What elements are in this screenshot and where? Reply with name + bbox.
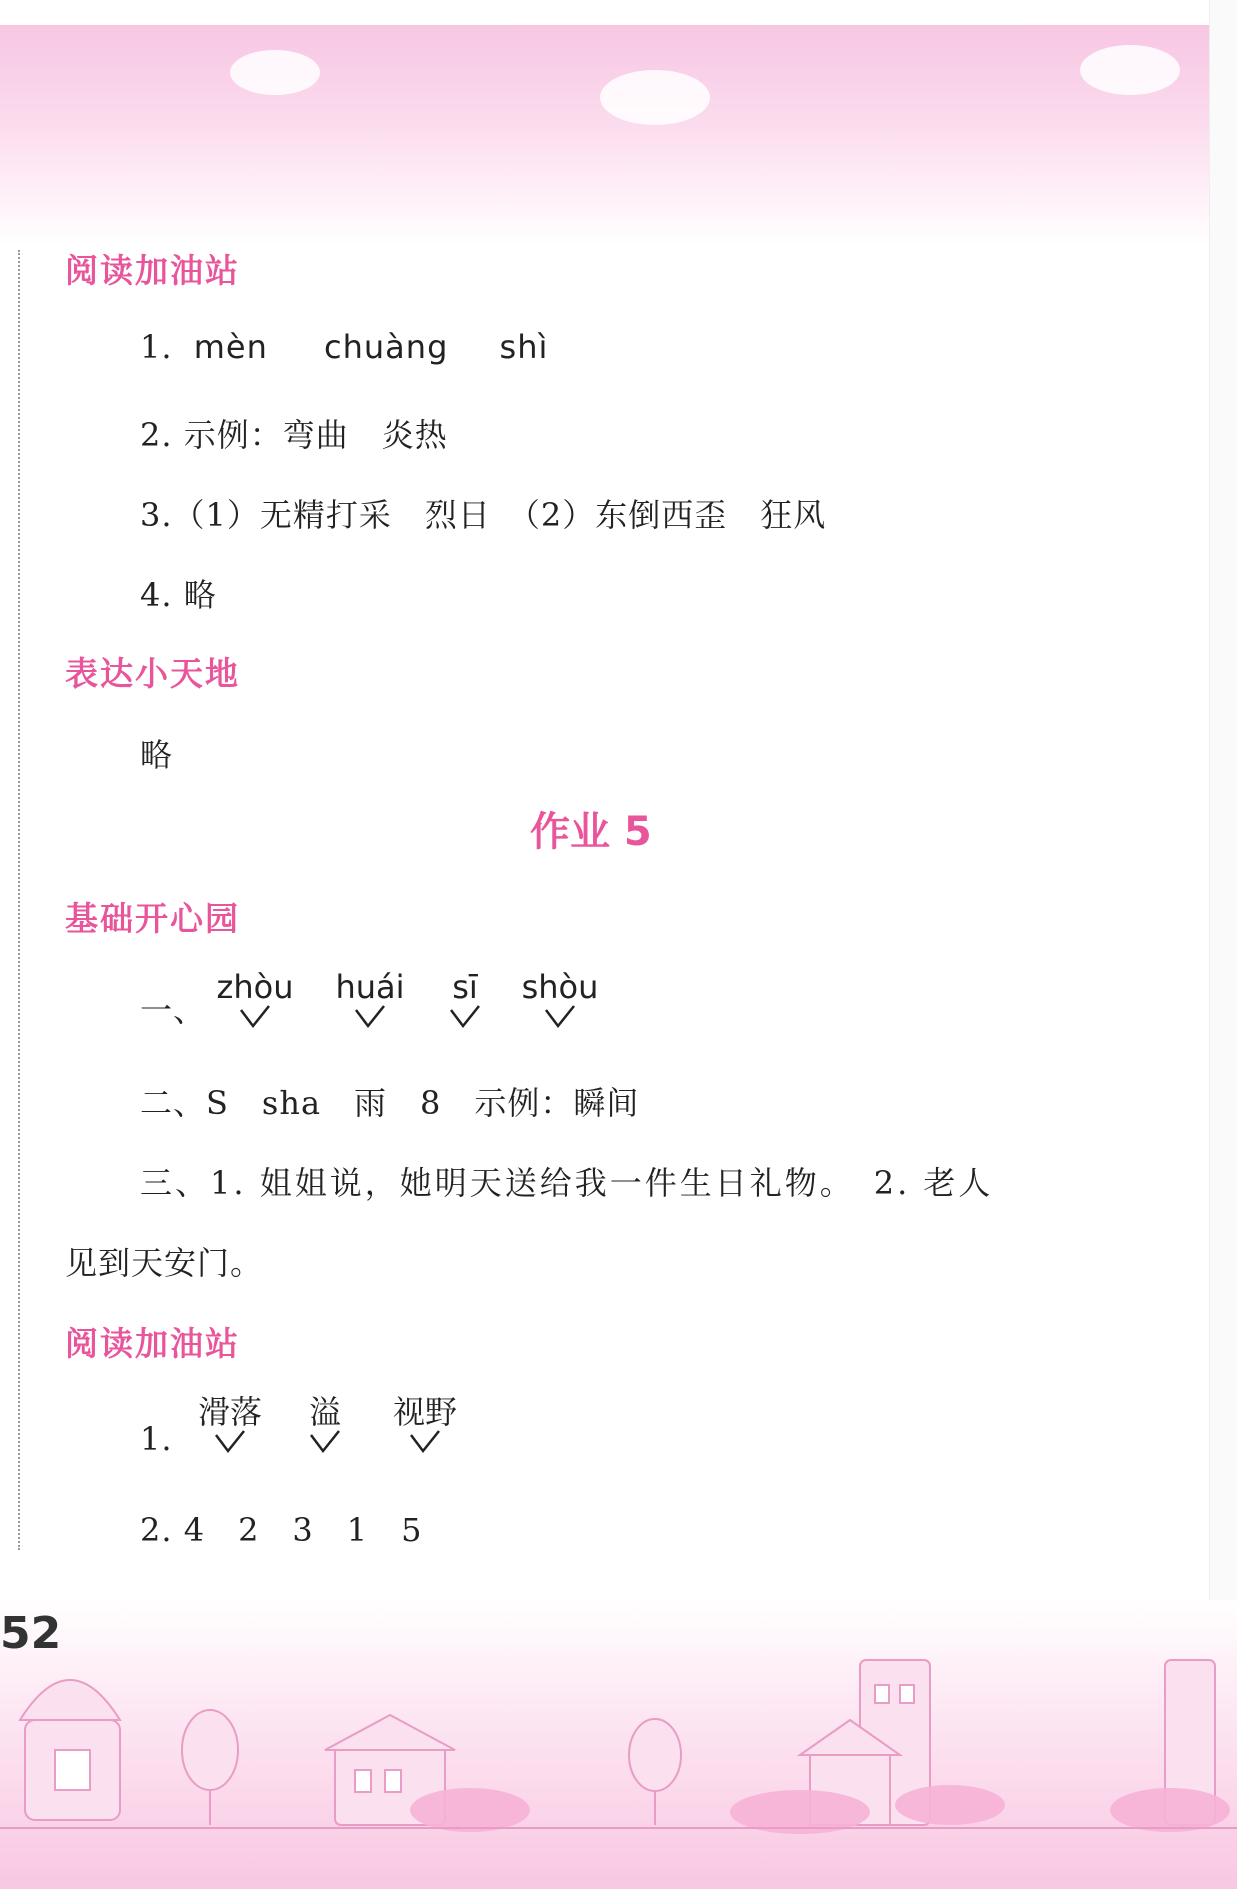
chinese-check-word <box>190 1395 270 1455</box>
checkmark-icon <box>542 1004 578 1030</box>
pinyin-answer: chuàng <box>324 328 449 366</box>
pinyin-check-word <box>215 970 295 1030</box>
checkmark-icon <box>307 1429 343 1455</box>
question-number: 1. <box>140 328 173 366</box>
word-answer: 滑落 <box>197 1393 262 1431</box>
expression-answer: 略 <box>140 736 174 774</box>
checkmark-icon <box>352 1004 388 1030</box>
pinyin-check-word <box>440 970 490 1030</box>
reading-q1 <box>140 328 548 366</box>
word-answer: 视野 <box>392 1393 457 1431</box>
pinyin-answer: zhòu <box>216 968 294 1006</box>
pinyin-check-word <box>330 970 410 1030</box>
checkmark-icon <box>237 1004 273 1030</box>
page-number: 52 <box>0 1608 62 1659</box>
footer-decoration <box>0 1600 1237 1889</box>
pinyin-answer: mèn <box>193 328 268 366</box>
pinyin-answer: shòu <box>521 968 599 1006</box>
cloud-decoration <box>600 70 710 125</box>
pinyin-answer: shì <box>499 328 549 366</box>
section-title-expression: 表达小天地 <box>65 654 240 693</box>
reading2-q2: 2. 4 2 3 1 5 <box>140 1511 423 1549</box>
basics-q3-line1: 三、1. 姐姐说，她明天送给我一件生日礼物。 2. 老人 <box>140 1164 994 1202</box>
basics-q2: 二、S sha 雨 8 示例：瞬间 <box>140 1084 640 1122</box>
basics-q3-line2: 见到天安门。 <box>65 1244 264 1282</box>
binding-margin-line <box>18 250 20 1550</box>
chinese-check-word <box>385 1395 465 1455</box>
word-answer: 溢 <box>308 1393 341 1431</box>
houses-illustration <box>0 1600 1237 1889</box>
question-number: 1. <box>140 1420 173 1458</box>
chinese-check-word <box>305 1395 345 1455</box>
basics-q1-prefix: 一、 <box>140 991 207 1029</box>
section-title-reading: 阅读加油站 <box>65 1324 240 1363</box>
checkmark-icon <box>407 1429 443 1455</box>
reading-q2: 2. 示例：弯曲 炎热 <box>140 416 448 454</box>
pinyin-answer: huái <box>335 968 405 1006</box>
pinyin-answer: sī <box>452 968 478 1006</box>
checkmark-icon <box>447 1004 483 1030</box>
pinyin-check-word <box>520 970 600 1030</box>
homework-title: 作业 5 <box>530 809 652 855</box>
header-decoration <box>0 25 1210 245</box>
checkmark-icon <box>212 1429 248 1455</box>
reading-q3: 3.（1）无精打采 烈日 （2）东倒西歪 狂风 <box>140 496 827 534</box>
section-title-reading: 阅读加油站 <box>65 251 240 290</box>
reading-q4: 4. 略 <box>140 576 217 614</box>
section-title-basics: 基础开心园 <box>65 899 240 938</box>
cloud-decoration <box>230 50 320 95</box>
cloud-decoration <box>1080 45 1180 95</box>
